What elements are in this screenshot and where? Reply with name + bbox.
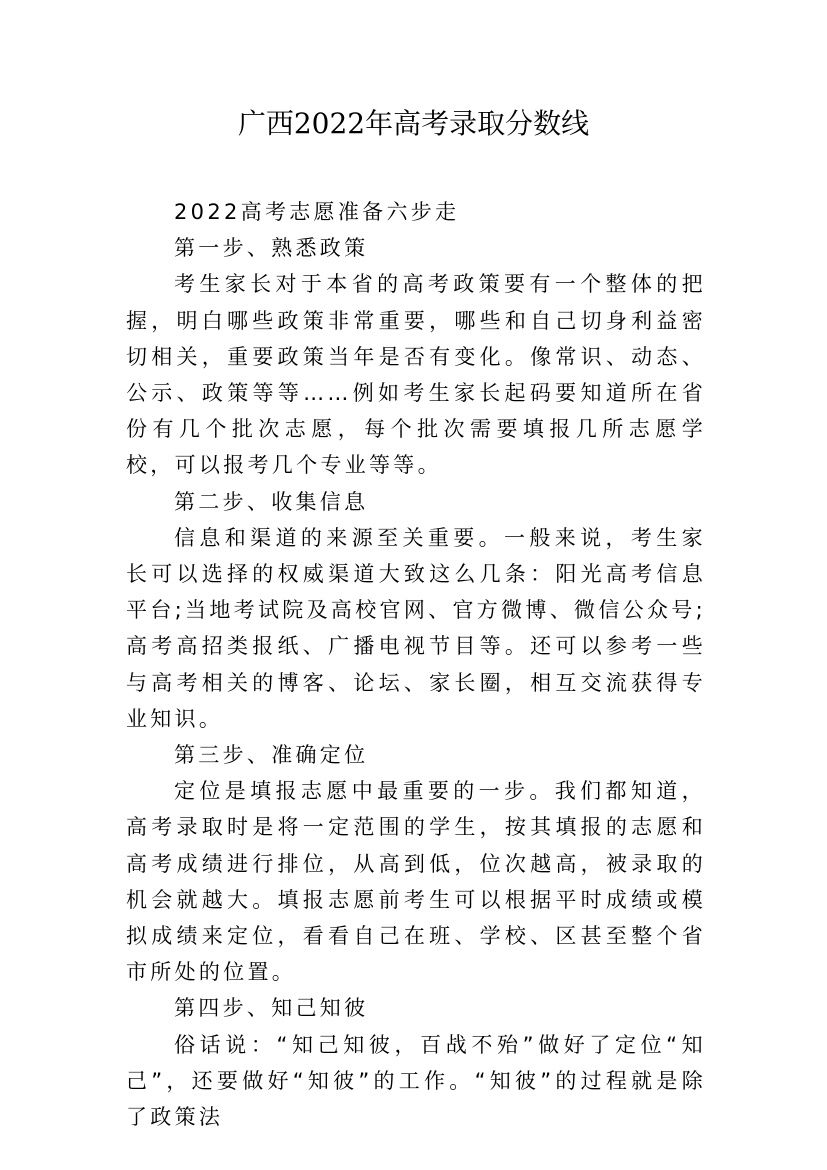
paragraph-step2-body: 信息和渠道的来源至关重要。一般来说，考生家长可以选择的权威渠道大致这么几条：阳光高考信息平台;当地考试院及高校官网、官方微博、微信公众号;高考高招类报纸、广播电视节目等。还可以参考一些与高考相关的博客、论坛、家长圈，相互交流获得专业知识。 — [126, 525, 706, 731]
paragraph-subtitle: 2022高考志愿准备六步走 — [174, 200, 460, 224]
paragraph-step3-body: 定位是填报志愿中最重要的一步。我们都知道，高考录取时是将一定范围的学生，按其填报的志愿和高考成绩进行排位，从高到低，位次越高，被录取的机会就越大。填报志愿前考生可以根据平时成绩或模拟成绩来定位，看看自己在班、学校、区甚至整个省市所处的位置。 — [126, 779, 706, 985]
paragraph-step1-body: 考生家长对于本省的高考政策要有一个整体的把握，明白哪些政策非常重要，哪些和自己切身利益密切相关，重要政策当年是否有变化。像常识、动态、公示、政策等等……例如考生家长起码要知道所在省份有几个批次志愿，每个批次需要填报几所志愿学校，可以报考几个专业等等。 — [126, 272, 706, 478]
paragraph-step2-heading: 第二步、收集信息 — [174, 489, 369, 514]
paragraph-step4-body: 俗话说：“知己知彼，百战不殆”做好了定位“知己”，还要做好“知彼”的工作。“知彼”的过程就是除了政策法 — [126, 1032, 706, 1130]
document-body — [126, 194, 706, 1135]
paragraph-step3-heading: 第三步、准确定位 — [174, 743, 369, 768]
paragraph-step4-heading: 第四步、知己知彼 — [174, 996, 369, 1021]
paragraph-step1-heading: 第一步、熟悉政策 — [174, 236, 369, 261]
document-title: 广西2022年高考录取分数线 — [237, 107, 590, 140]
